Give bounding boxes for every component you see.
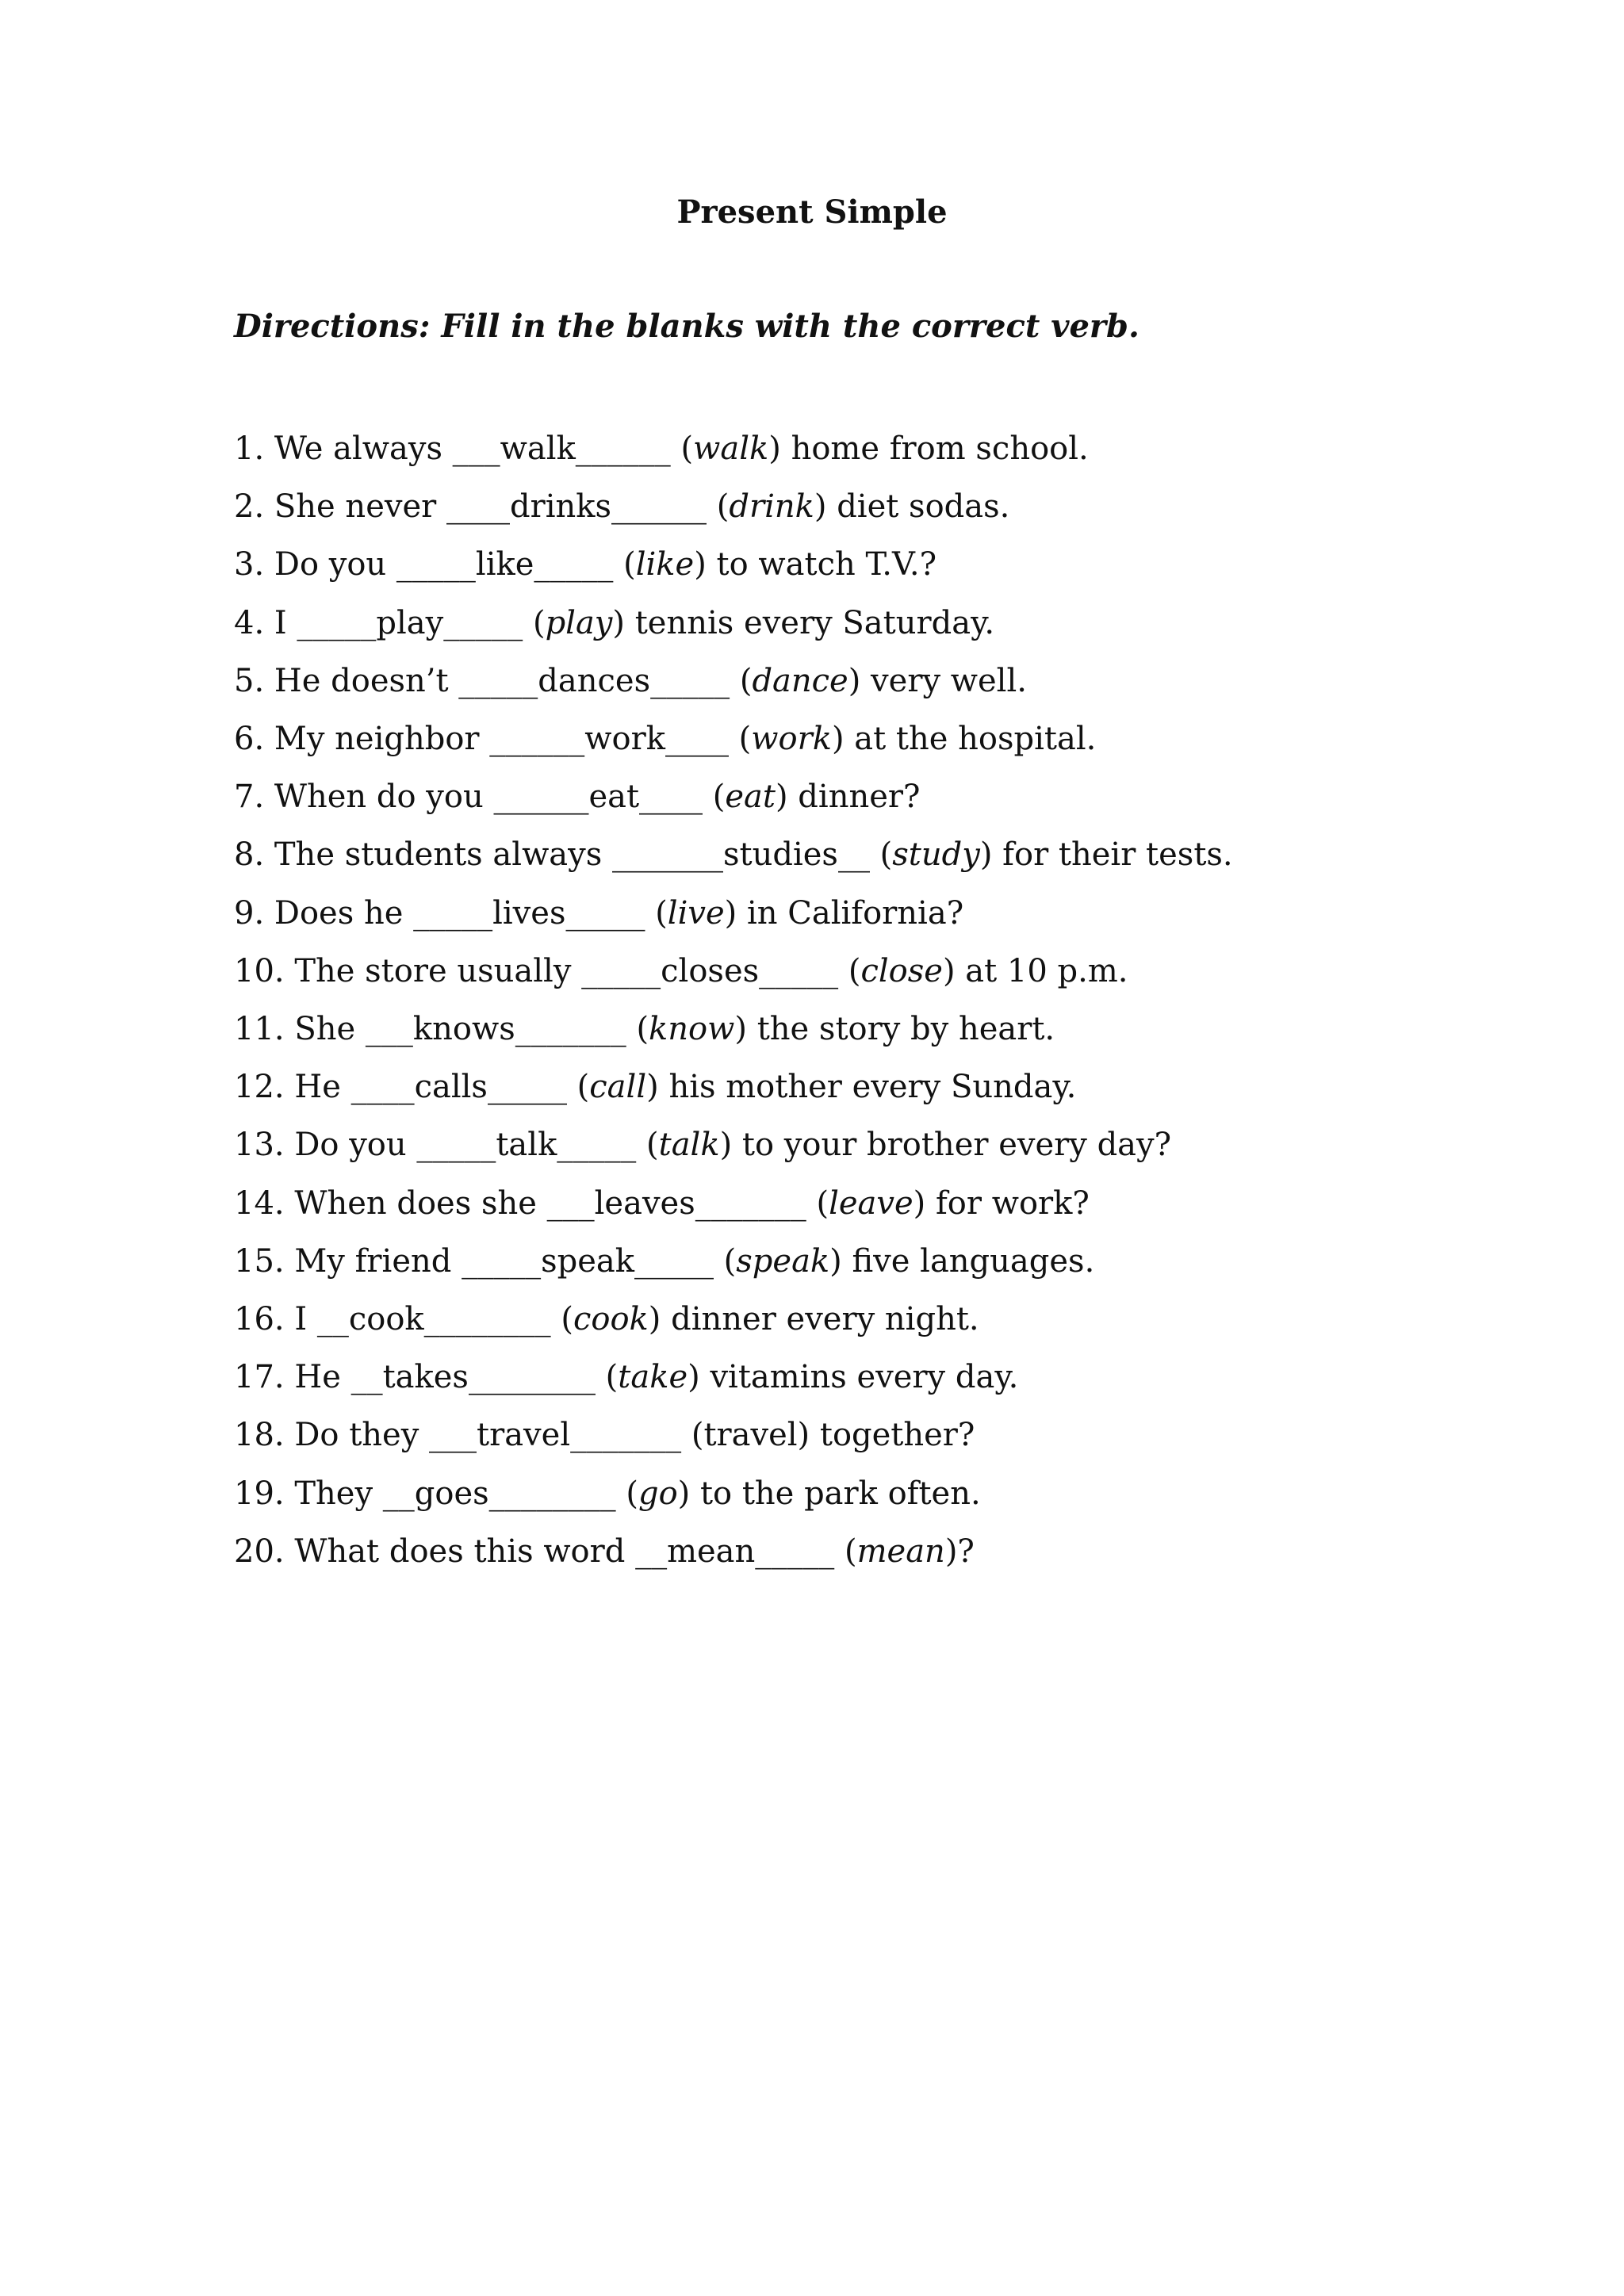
exercise-item — [234, 652, 1233, 710]
base-verb: live — [667, 894, 725, 932]
exercise-text-end: ) home from school. — [768, 430, 1089, 467]
exercise-item — [234, 536, 1233, 594]
exercise-item — [234, 1406, 1233, 1464]
exercise-text: 17. He __takes________ ( — [234, 1359, 619, 1396]
exercise-text-end: ) to your brother every day? — [719, 1127, 1172, 1164]
exercise-item — [234, 943, 1233, 1001]
base-verb: dance — [752, 662, 848, 699]
exercise-item — [234, 1116, 1233, 1174]
exercise-item — [234, 885, 1233, 943]
exercise-text-end: ) diet sodas. — [814, 488, 1010, 526]
exercise-text: 16. I __cook________ ( — [234, 1301, 573, 1338]
exercise-text: 14. When does she ___leaves_______ ( — [234, 1184, 829, 1222]
exercise-item — [234, 768, 1233, 826]
base-verb: leave — [829, 1184, 914, 1222]
exercise-text-end: ) in California? — [724, 894, 964, 932]
base-verb: close — [860, 952, 943, 989]
exercise-text: 18. Do they ___travel_______ (travel) together? — [234, 1417, 975, 1454]
exercise-text-end: ) to watch T.V.? — [694, 546, 937, 584]
exercise-item — [234, 1291, 1233, 1349]
base-verb: walk — [693, 430, 769, 467]
base-verb: play — [545, 604, 613, 641]
exercise-text: 19. They __goes________ ( — [234, 1475, 638, 1512]
exercise-text-end: ) his mother every Sunday. — [646, 1069, 1077, 1106]
exercise-text: 7. When do you ______eat____ ( — [234, 779, 726, 816]
exercise-text: 13. Do you _____talk_____ ( — [234, 1127, 659, 1164]
base-verb: talk — [658, 1127, 720, 1164]
exercise-text: 4. I _____play_____ ( — [234, 604, 546, 641]
base-verb: take — [618, 1359, 688, 1396]
exercise-text: 2. She never ____drinks______ ( — [234, 488, 730, 526]
base-verb: know — [649, 1011, 735, 1048]
exercise-text-end: ) tennis every Saturday. — [612, 604, 995, 641]
base-verb: go — [638, 1475, 678, 1512]
exercise-text: 1. We always ___walk______ ( — [234, 430, 694, 467]
exercise-list — [234, 420, 1233, 1581]
exercise-text: 10. The store usually _____closes_____ ( — [234, 952, 861, 989]
exercise-text-end: ) for their tests. — [979, 836, 1233, 874]
exercise-text: 6. My neighbor ______work____ ( — [234, 721, 752, 758]
exercise-text: 9. Does he _____lives_____ ( — [234, 894, 668, 932]
exercise-text: 15. My friend _____speak_____ ( — [234, 1242, 737, 1280]
base-verb: eat — [725, 779, 776, 816]
exercise-item — [234, 1058, 1233, 1116]
exercise-item — [234, 1523, 1233, 1581]
exercise-text-end: ) to the park often. — [677, 1475, 981, 1512]
exercise-item — [234, 1349, 1233, 1406]
exercise-text-end: ) at 10 p.m. — [942, 952, 1128, 989]
base-verb: call — [589, 1069, 647, 1106]
base-verb: like — [635, 546, 695, 584]
base-verb: mean — [856, 1533, 945, 1570]
exercise-text: 20. What does this word __mean_____ ( — [234, 1533, 857, 1570]
base-verb: drink — [729, 488, 814, 526]
exercise-text: 8. The students always _______studies__ ( — [234, 836, 893, 874]
exercise-text-end: ) dinner every night. — [648, 1301, 979, 1338]
exercise-text-end: ) at the hospital. — [831, 721, 1097, 758]
base-verb: speak — [736, 1242, 830, 1280]
exercise-item — [234, 478, 1233, 536]
exercise-text-end: )? — [944, 1533, 975, 1570]
exercise-item — [234, 595, 1233, 652]
base-verb: work — [751, 721, 832, 758]
base-verb: cook — [573, 1301, 649, 1338]
exercise-item — [234, 1233, 1233, 1291]
exercise-text: 12. He ____calls_____ ( — [234, 1069, 590, 1106]
exercise-item — [234, 1465, 1233, 1523]
exercise-text-end: ) for work? — [913, 1184, 1090, 1222]
exercise-text-end: ) very well. — [848, 662, 1027, 699]
base-verb: study — [892, 836, 980, 874]
directions-text: Directions: Fill in the blanks with the correct verb. — [234, 308, 1139, 345]
exercise-text: 5. He doesn’t _____dances_____ ( — [234, 662, 753, 699]
exercise-item — [234, 826, 1233, 884]
page-title: Present Simple — [676, 193, 948, 231]
exercise-item — [234, 710, 1233, 768]
exercise-text: 3. Do you _____like_____ ( — [234, 546, 636, 584]
exercise-text-end: ) the story by heart. — [734, 1011, 1055, 1048]
exercise-item — [234, 420, 1233, 478]
exercise-item — [234, 1001, 1233, 1058]
exercise-text-end: ) five languages. — [829, 1242, 1095, 1280]
exercise-item — [234, 1175, 1233, 1233]
exercise-text: 11. She ___knows_______ ( — [234, 1011, 649, 1048]
exercise-text-end: ) dinner? — [775, 779, 921, 816]
exercise-text-end: ) vitamins every day. — [688, 1359, 1019, 1396]
